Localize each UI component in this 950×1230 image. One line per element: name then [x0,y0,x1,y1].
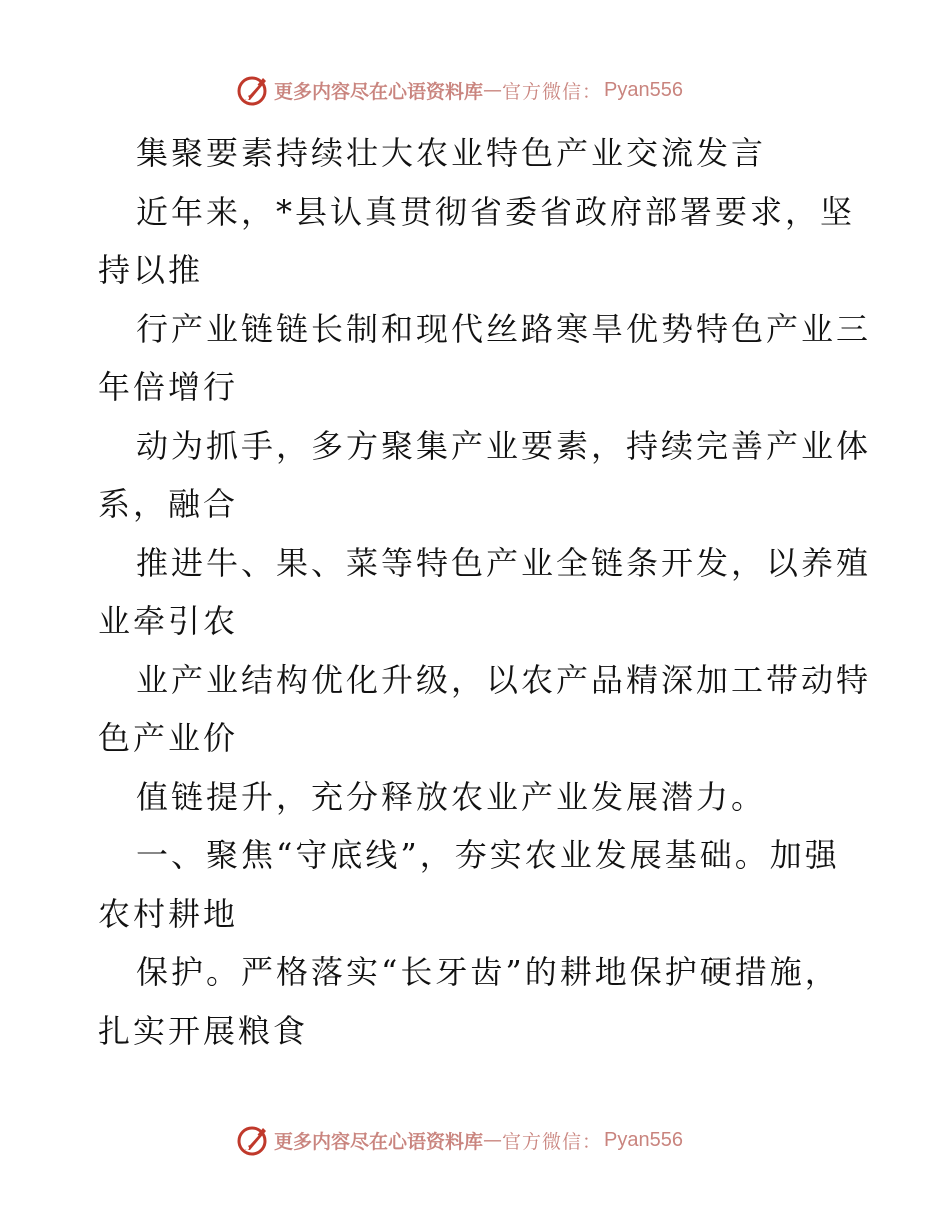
paragraph-line: 农村耕地 [98,894,239,933]
footer-separator: — [483,1129,503,1151]
footer-brand: 更多内容尽在心语资料库 [274,1130,484,1153]
header-brand: 更多内容尽在心语资料库 [274,80,484,103]
paragraph-line: 动为抓手，多方聚集产业要素，持续完善产业体 [136,426,872,465]
header-banner [236,72,756,108]
document-title: 集聚要素持续壮大农业特色产业交流发言 [136,134,767,172]
header-contact-id: Pyan556 [604,78,683,101]
paragraph-line: 业牵引农 [98,602,239,640]
paragraph-line: 业产业结构优化升级，以农产品精深加工带动特 [136,660,872,699]
paragraph-line: 色产业价 [98,719,239,757]
paragraph-line: 保护。严格落实“长牙齿”的耕地保护硬措施， [136,953,840,991]
header-separator: — [483,79,503,101]
document-body [98,124,872,1060]
header-contact-label: 官方微信： [502,80,603,103]
section-heading-line: 一、聚焦“守底线”，夯实农业发展基础。加强 [136,836,840,874]
paragraph-line: 近年来，*县认真贯彻省委省政府部署要求，坚 [136,192,856,231]
footer-banner [236,1122,756,1158]
feather-pen-logo-icon [236,1123,270,1157]
paragraph-line: 值链提升，充分释放农业产业发展潜力。 [136,777,767,816]
feather-pen-logo-icon [236,73,270,107]
paragraph-line: 持以推 [98,251,204,289]
paragraph-line: 年倍增行 [98,368,239,406]
paragraph-line: 扎实开展粮食 [98,1011,309,1050]
footer-contact-id: Pyan556 [604,1128,683,1151]
paragraph-line: 系，融合 [98,485,239,523]
footer-contact-label: 官方微信： [502,1130,603,1153]
paragraph-line: 推进牛、果、菜等特色产业全链条开发，以养殖 [136,543,872,582]
paragraph-line: 行产业链链长制和现代丝路寒旱优势特色产业三 [136,309,872,348]
